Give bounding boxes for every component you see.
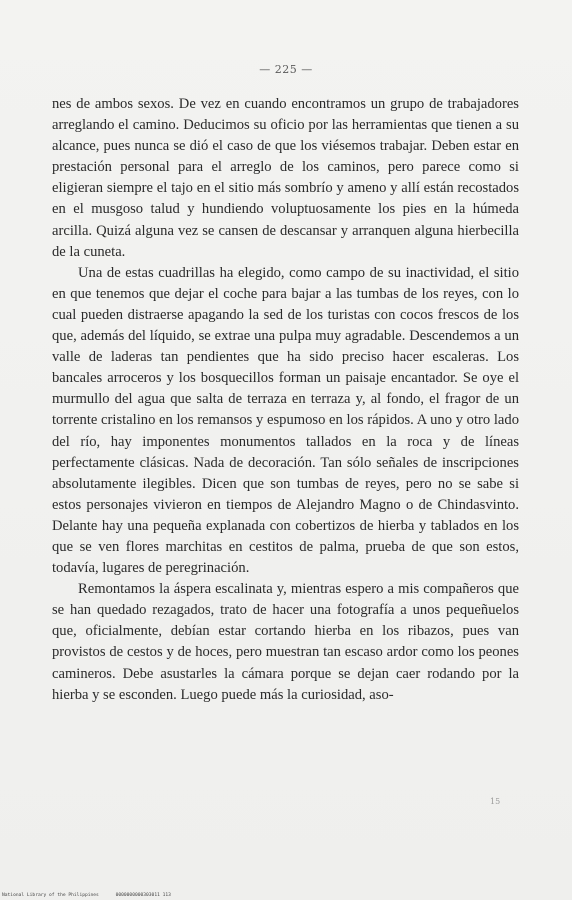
body-text <box>52 94 519 706</box>
signature-mark: 15 <box>490 797 501 806</box>
scan-footer <box>2 893 185 898</box>
scan-code: 0000000000303011 113 <box>115 893 171 898</box>
paragraph-3: Remontamos la áspera escalinata y, mientras espero a mis compañeros que se han quedado rezagados, trato de hacer una fotografía a unos pequeñuelos que, oficialmente, debían estar cortando hierba en los ribazos, pues van provistos de cestos y de hoces, pero muestran tan escaso ardor como los peones camineros. Debe asustarles la cámara porque se dejan caer rodando por la hierba y se esconden. Luego puede más la curiosidad, aso- <box>52 581 519 703</box>
paragraph-1: nes de ambos sexos. De vez en cuando encontramos un grupo de trabajadores arreglando el camino. Deducimos su oficio por las herramientas que tienen a su alcance, pues nunca se dió el caso de que los viésemos trabajar. Deben estar en prestación personal para el arreglo de los caminos, pero parece como si eligieran siempre el tajo en el sitio más sombrío y ameno y allí están recostados en el musgoso talud y hundiendo voluptuosamente los pies en la húmeda arcilla. Quizá alguna vez se cansen de descansar y arranquen alguna hierbecilla de la cuneta. <box>52 96 519 260</box>
paragraph-2: Una de estas cuadrillas ha elegido, como campo de su inactividad, el sitio en que tenemos que dejar el coche para bajar a las tumbas de los reyes, con lo cual pueden distraerse apagando la sed de los turistas con cocos frescos de los que, además del líquido, se extrae una pulpa muy agradable. Descendemos a un valle de laderas tan pendientes que ha sido preciso hacer escaleras. Los bancales arroceros y los bosquecillos forman un paisaje encantador. Se oye el murmullo del agua que salta de terraza en terraza y, al fondo, el fragor de un torrente cristalino en los remansos y espumoso en los rápidos. A uno y otro lado del río, hay imponentes monumentos tallados en la roca y de líneas perfectamente clásicas. Nada de decoración. Tan sólo señales de inscripciones absolutamente ilegibles. Dicen que son tumbas de reyes, pero no se sabe si estos personajes vivieron en tiempos de Alejandro Magno o de Chindasvinto. Delante hay una pequeña explanada con cobertizos de hierba y tablados en los que se ven flores marchitas en cestitos de palma, prueba de que son estos, todavía, lugares de peregrinación. <box>52 264 519 577</box>
library-credit: National Library of the Philippines <box>2 893 99 898</box>
page-number: — 225 — <box>259 63 313 76</box>
